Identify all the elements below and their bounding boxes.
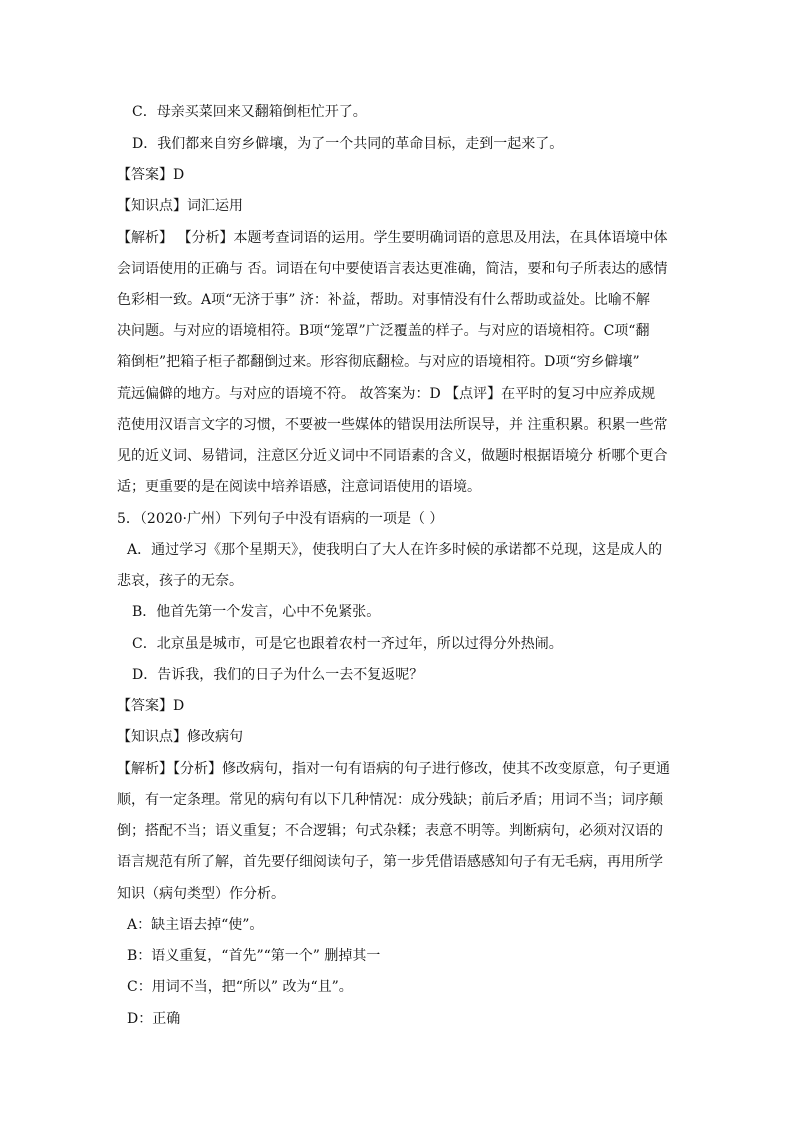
- analysis-line: 见的近义词、易错词，注意区分近义词中不同语素的含义，做题时根据语境分 析哪个更合: [117, 448, 668, 464]
- option-b-line: B．他首先第一个发言，心中不免紧张。: [132, 604, 381, 620]
- analysis-line: 顺，有一定条理。常见的病句有以下几种情况：成分残缺；前后矛盾；用词不当；词序颠: [117, 792, 663, 808]
- analysis-line: 荒远偏僻的地方。与对应的语境不符。 故答案为：D 【点评】在平时的复习中应养成规: [117, 386, 656, 402]
- analysis-line: 范使用汉语言文字的习惯，不要被一些媒体的错误用法所误导，并 注重积累。积累一些常: [117, 417, 668, 433]
- fix-d-line: D：正确: [127, 1011, 181, 1027]
- option-a-line: A．通过学习《那个星期天》，使我明白了大人在许多时候的承诺都不兑现，这是成人的: [127, 542, 663, 558]
- analysis-line: 会词语使用的正确与 否。词语在句中要使语言表达更准确，简洁，要和句子所表达的感情: [117, 261, 668, 277]
- question-5-line: 5．（2020·广州）下列句子中没有语病的一项是（ ）: [117, 511, 444, 527]
- option-c-line: C．母亲买菜回来又翻箱倒柜忙开了。: [132, 104, 367, 120]
- knowledge-point-line: 【知识点】修改病句: [117, 729, 243, 745]
- option-a-continued: 悲哀，孩子的无奈。: [117, 573, 243, 589]
- fix-b-line: B：语义重复，“首先”“第一个” 删掉其一: [127, 948, 381, 964]
- knowledge-point-line: 【知识点】词汇运用: [117, 198, 243, 214]
- analysis-line: 色彩相一致。A项“无济于事” 济：补益，帮助。对事情没有什么帮助或益处。比喻不解: [117, 292, 650, 308]
- analysis-line: 【解析】【分析】修改病句，指对一句有语病的句子进行修改，使其不改变原意，句子更通: [117, 761, 670, 777]
- analysis-line: 【解析】 【分析】本题考查词语的运用。学生要明确词语的意思及用法，在具体语境中体: [117, 230, 668, 246]
- fix-a-line: A：缺主语去掉“使”。: [127, 917, 264, 933]
- analysis-line: 语言规范有所了解，首先要仔细阅读句子，第一步凭借语感感知句子有无毛病，再用所学: [117, 854, 663, 870]
- answer-line: 【答案】D: [117, 167, 185, 183]
- fix-c-line: C：用词不当，把“所以” 改为“且”。: [127, 979, 353, 995]
- option-d-line: D．我们都来自穷乡僻壤，为了一个共同的革命目标，走到一起来了。: [132, 136, 564, 152]
- analysis-line: 适；更重要的是在阅读中培养语感，注意词语使用的语境。: [117, 479, 481, 495]
- answer-line: 【答案】D: [117, 698, 185, 714]
- analysis-line: 箱倒柜”把箱子柜子都翻倒过来。形容彻底翻检。与对应的语境相符。D项“穷乡僻壤”: [117, 354, 640, 370]
- analysis-line: 倒；搭配不当；语义重复；不合逻辑；句式杂糅；表意不明等。判断病句，必须对汉语的: [117, 823, 663, 839]
- analysis-line: 决问题。与对应的语境相符。B项“笼罩”广泛覆盖的样子。与对应的语境相符。C项“翻: [117, 323, 650, 339]
- option-c-line: C．北京虽是城市，可是它也跟着农村一齐过年，所以过得分外热闹。: [132, 636, 563, 652]
- analysis-line: 知识（病句类型）作分析。: [117, 886, 285, 902]
- option-d-line: D．告诉我，我们的日子为什么一去不复返呢？: [132, 667, 424, 683]
